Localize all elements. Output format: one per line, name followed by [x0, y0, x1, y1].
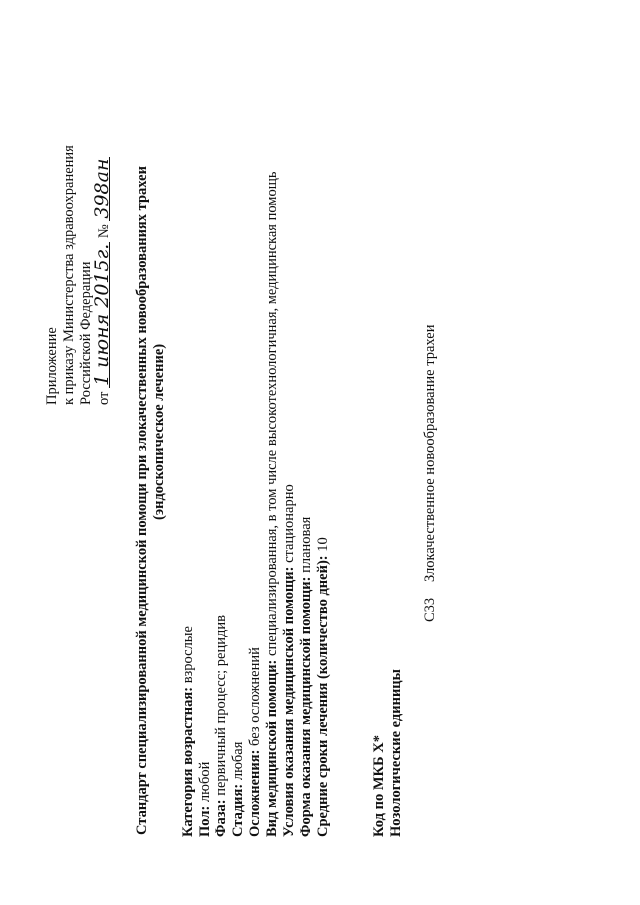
meta-label: Стадия:	[230, 783, 246, 837]
meta-complications	[247, 647, 264, 837]
meta-age-category	[180, 626, 197, 837]
appendix-number-handwritten: 398ан	[91, 158, 113, 219]
meta-label: Фаза:	[213, 799, 229, 837]
document-subtitle: (эндоскопическое лечение)	[151, 343, 167, 520]
meta-label: Вид медицинской помощи:	[264, 659, 280, 837]
icd-name: Злокачественное новообразование трахеи	[422, 324, 438, 582]
meta-stage	[230, 742, 247, 837]
icd-label: Код по МКБ X*	[371, 735, 387, 837]
meta-value: 10	[315, 537, 331, 556]
meta-value: плановая	[298, 516, 314, 577]
appendix-date-prefix: от	[96, 391, 112, 405]
meta-care-form	[298, 517, 315, 837]
meta-label: Пол:	[197, 805, 213, 837]
meta-care-type	[264, 171, 281, 837]
meta-label: Категория возрастная:	[180, 686, 196, 837]
meta-care-conditions	[281, 484, 298, 837]
meta-value: любая	[230, 741, 246, 784]
meta-value: любой	[197, 761, 213, 806]
meta-value: стационарно	[281, 484, 297, 567]
appendix-number-label: №	[96, 224, 112, 239]
meta-value: специализированная, в том числе высокотехнологичная, медицинская помощь	[264, 171, 280, 660]
icd-code: C33	[422, 597, 438, 622]
appendix-date-line	[91, 145, 113, 405]
appendix-block	[44, 145, 113, 405]
meta-treatment-duration	[315, 537, 332, 837]
meta-sex	[197, 762, 214, 837]
document-title: Стандарт специализированной медицинской помощи при злокачественных новообразованиях трахеи	[134, 166, 150, 835]
meta-label: Осложнения:	[247, 749, 263, 837]
nosology-label: Нозологические единицы	[388, 669, 404, 837]
appendix-date-handwritten: 1 июня 2015г.	[91, 243, 113, 386]
meta-label: Условия оказания медицинской помощи:	[281, 566, 297, 837]
meta-value: взрослые	[180, 626, 196, 687]
meta-value: без осложнений	[247, 647, 263, 750]
meta-value: первичный процесс; рецидив	[213, 615, 229, 800]
meta-label: Средние сроки лечения (количество дней):	[315, 555, 331, 837]
appendix-title: Приложение	[44, 327, 60, 405]
meta-phase	[213, 615, 230, 837]
meta-label: Форма оказания медицинской помощи:	[298, 576, 314, 837]
appendix-order-line: к приказу Министерства здравоохранения	[61, 145, 77, 405]
appendix-federation-line: Российской Федерации	[78, 261, 94, 405]
